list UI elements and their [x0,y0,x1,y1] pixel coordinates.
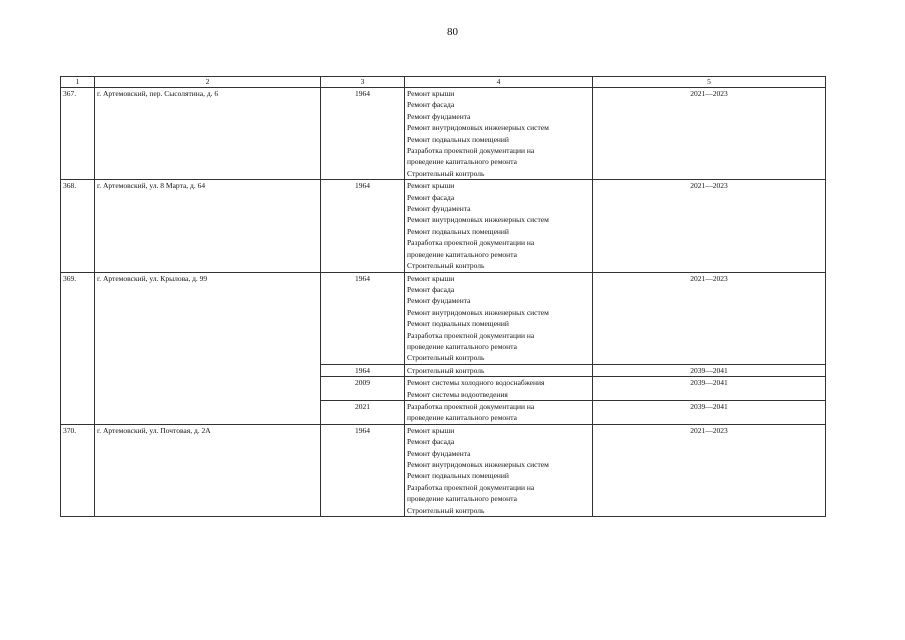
term-cell: 2039—2041 [593,400,826,424]
works-cell [405,364,593,376]
term-cell: 2021—2023 [593,88,826,180]
year-cell: 1964 [321,424,405,516]
work-item: Строительный контроль [407,505,485,515]
work-item: Разработка проектной документации на [407,146,535,156]
work-item: Ремонт фасада [407,192,455,202]
work-item: Ремонт фундамента [407,448,471,458]
work-item: Ремонт системы водоотведения [407,389,508,399]
work-item: проведение капитального ремонта [407,341,517,351]
works-cell [405,424,593,516]
work-item: Разработка проектной документации на [407,401,535,411]
work-item: Ремонт фасада [407,284,455,294]
work-item: Ремонт крыши [407,273,455,283]
works-cell [405,400,593,424]
work-item: Ремонт крыши [407,425,455,435]
work-item: Строительный контроль [407,353,485,363]
year-cell: 2009 [321,377,405,401]
term-cell: 2039—2041 [593,377,826,401]
work-item: Строительный контроль [407,365,485,375]
header-cell-5: 5 [593,77,826,88]
term-cell: 2021—2023 [593,272,826,364]
work-item: Ремонт внутридомовых инженерных систем [407,460,549,469]
work-item: Ремонт внутридомовых инженерных систем [407,215,549,225]
work-item: Ремонт подвальных помещений [407,226,509,236]
work-item: Строительный контроль [407,261,485,271]
term-cell: 2021—2023 [593,180,826,272]
year-cell: 2021 [321,400,405,424]
work-item: Ремонт фасада [407,437,455,447]
table-row [61,424,826,516]
row-number-cell: 368. [61,180,95,272]
table-row [61,180,826,272]
works-cell [405,180,593,272]
term-cell: 2021—2023 [593,424,826,516]
work-item: проведение капитального ремонта [407,494,517,504]
work-item: проведение капитального ремонта [407,413,517,423]
work-item: Разработка проектной документации на [407,330,535,340]
row-number-cell: 370. [61,424,95,516]
work-item: Ремонт подвальных помещений [407,134,509,144]
work-item: Ремонт крыши [407,89,455,98]
year-cell: 1964 [321,364,405,376]
work-item: Строительный контроль [407,168,485,178]
term-cell: 2039—2041 [593,364,826,376]
capital-repair-table [60,76,826,517]
work-item: Разработка проектной документации на [407,238,535,248]
works-cell [405,88,593,180]
year-cell: 1964 [321,180,405,272]
address-cell: г. Артемовский, ул. 8 Марта, д. 64 [95,180,321,272]
header-row [61,77,826,88]
work-item: проведение капитального ремонта [407,249,517,259]
work-item: Ремонт внутридомовых инженерных систем [407,123,549,133]
row-number-cell: 369. [61,272,95,424]
work-item: Ремонт фундамента [407,204,471,214]
table-row [61,88,826,180]
address-cell: г. Артемовский, ул. Почтовая, д. 2А [95,424,321,516]
work-item: Ремонт фундамента [407,111,471,121]
header-cell-4: 4 [405,77,593,88]
works-cell [405,377,593,401]
work-item: Ремонт фасада [407,100,455,110]
work-item: проведение капитального ремонта [407,157,517,167]
header-cell-2: 2 [95,77,321,88]
work-item: Ремонт подвальных помещений [407,319,509,329]
row-number-cell: 367. [61,88,95,180]
address-cell: г. Артемовский, пер. Сысолятина, д. 6 [95,88,321,180]
year-cell: 1964 [321,88,405,180]
work-item: Разработка проектной документации на [407,482,535,492]
work-item: Ремонт внутридомовых инженерных систем [407,307,549,317]
work-item: Ремонт подвальных помещений [407,471,509,481]
page-number: 80 [447,26,458,38]
year-cell: 1964 [321,272,405,364]
address-cell: г. Артемовский, ул. Крылова, д. 99 [95,272,321,424]
header-cell-3: 3 [321,77,405,88]
work-item: Ремонт крыши [407,181,455,191]
works-cell [405,272,593,364]
table-row [61,272,826,364]
work-item: Ремонт фундамента [407,296,471,306]
work-item: Ремонт системы холодного водоснабжения [407,378,545,388]
header-cell-1: 1 [61,77,95,88]
